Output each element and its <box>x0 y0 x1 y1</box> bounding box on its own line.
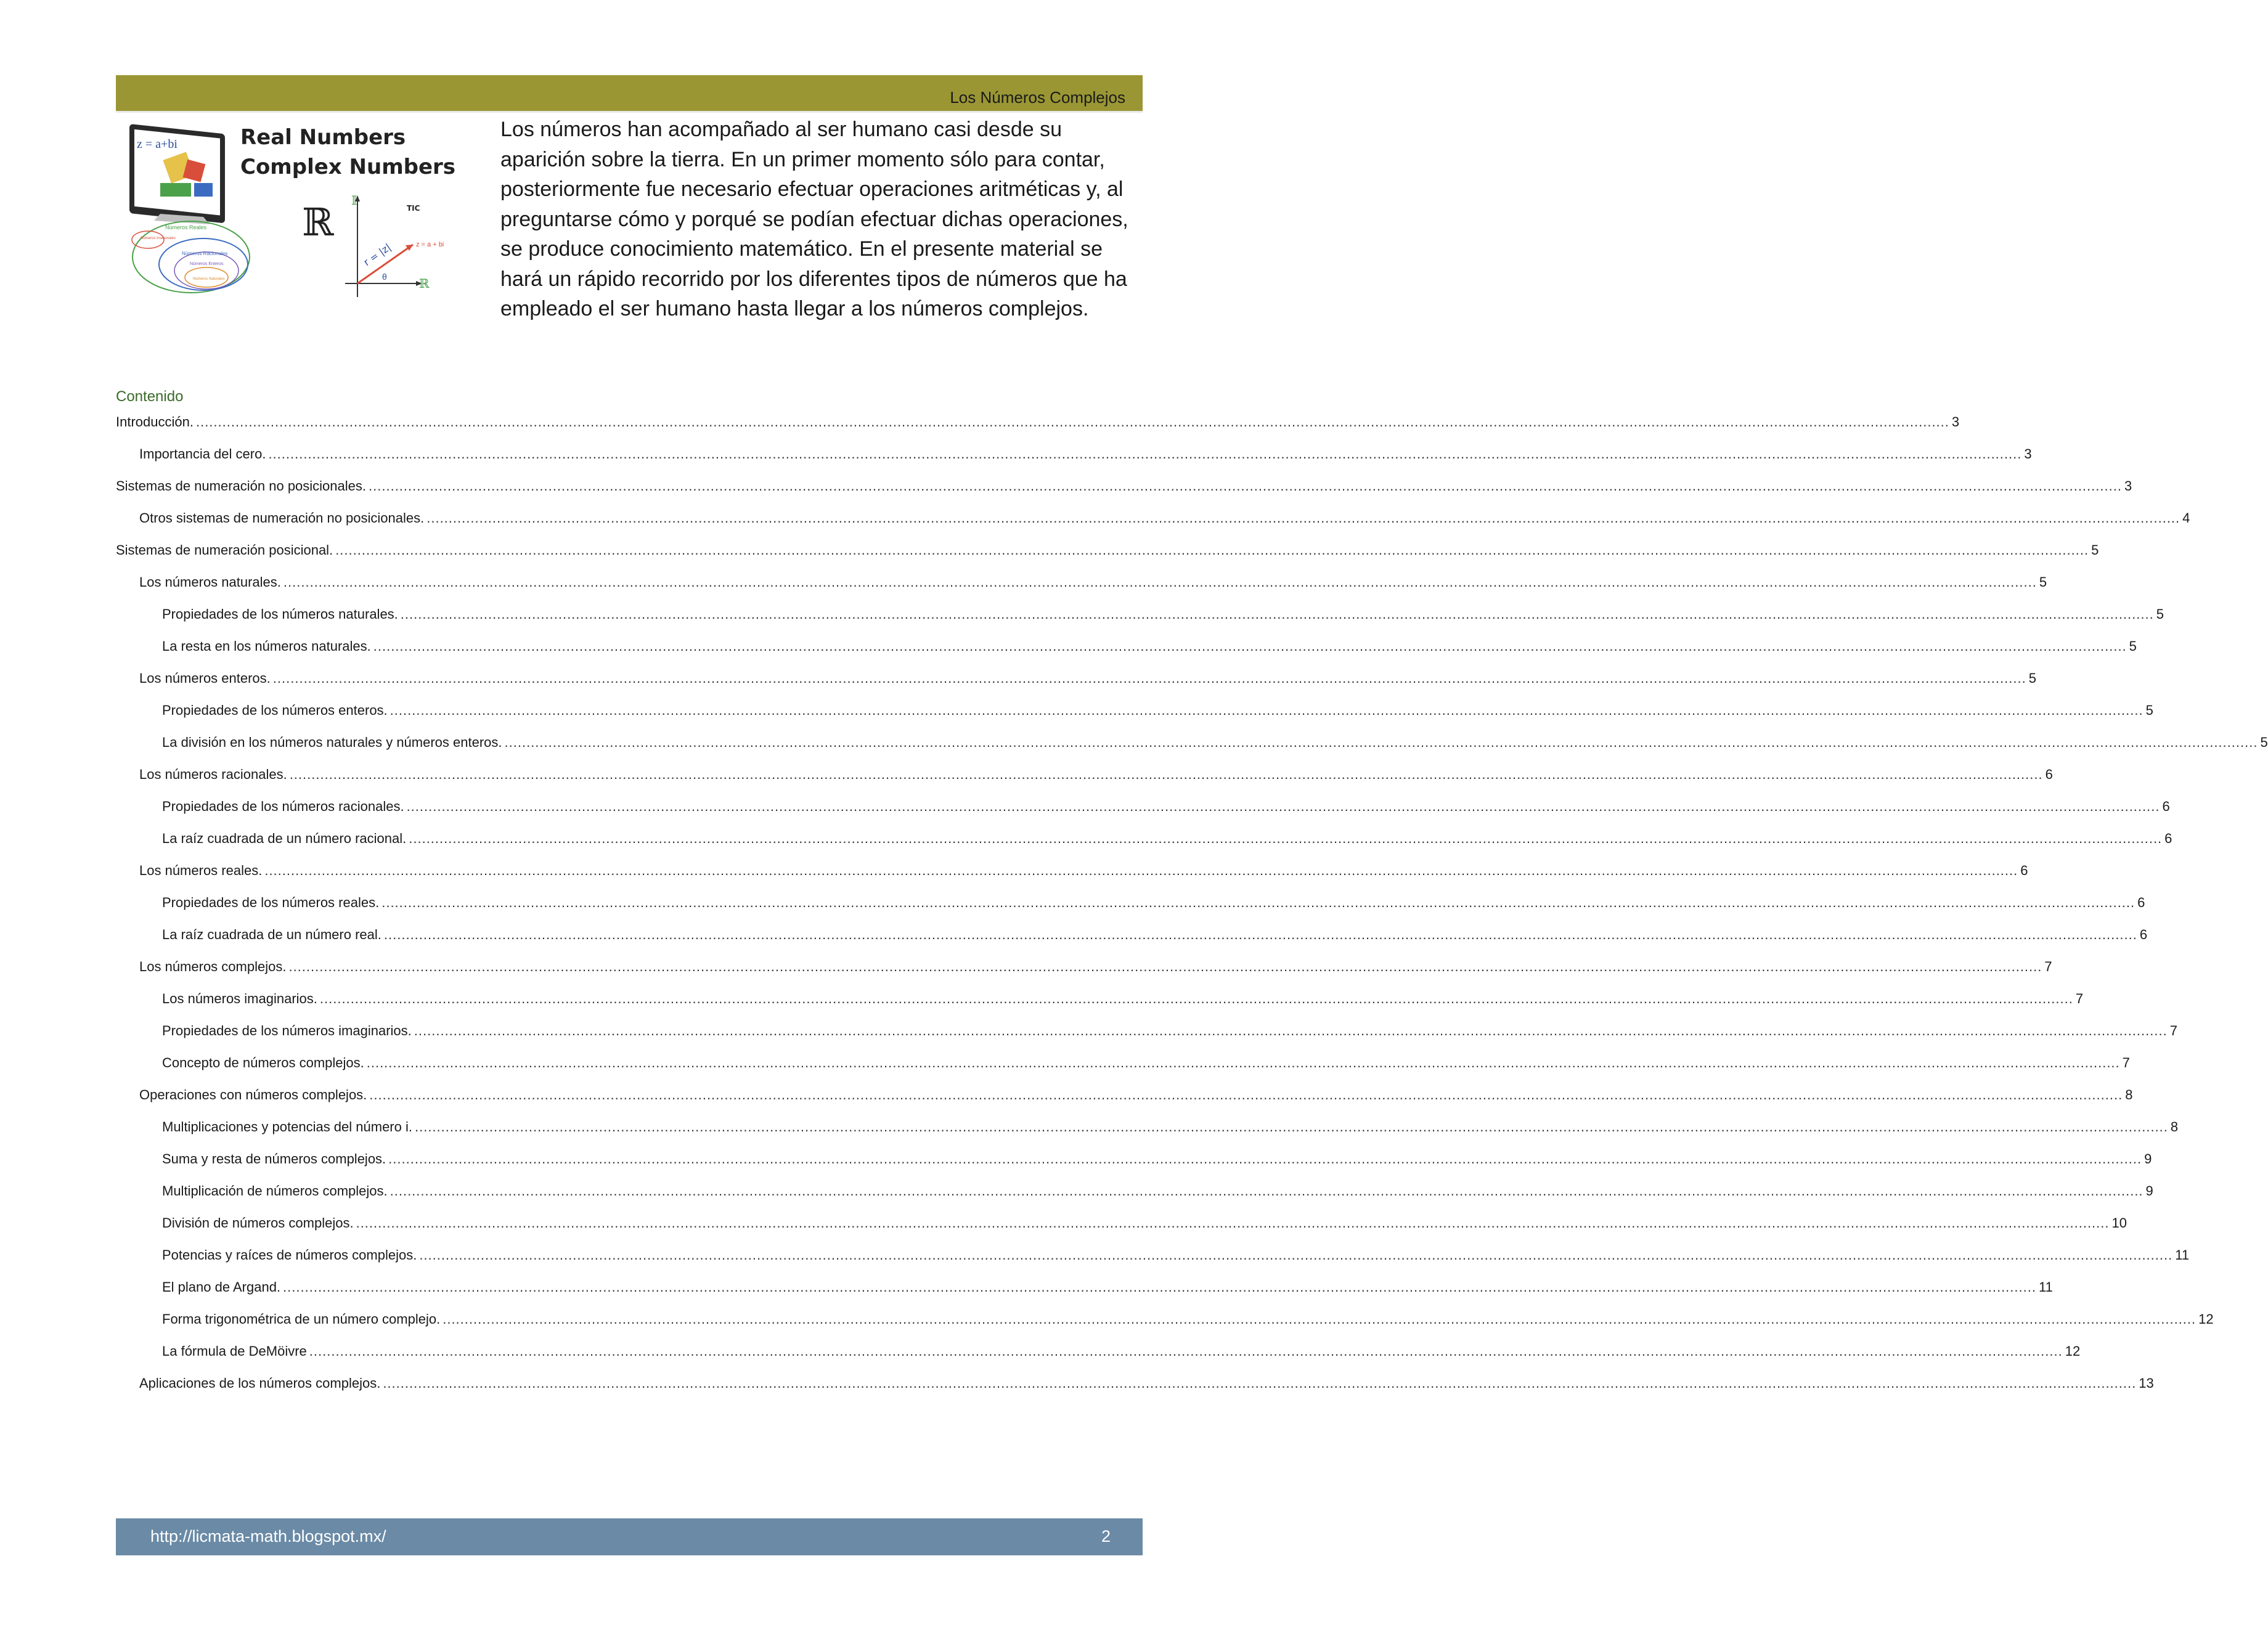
page-number: 2 <box>1101 1527 1111 1545</box>
toc-entry-label: Sistemas de numeración posicional. <box>116 542 333 558</box>
toc-entry-page: 4 <box>2182 510 2190 526</box>
toc-entry[interactable] <box>116 1135 2152 1167</box>
toc-entry-page: 5 <box>2039 574 2047 590</box>
toc-entry-label: Potencias y raíces de números complejos. <box>162 1247 417 1263</box>
toc-entry-label: Los números complejos. <box>139 959 287 974</box>
toc-entry-label: La fórmula de DeMöivre <box>162 1343 307 1359</box>
toc-entry-label: Otros sistemas de numeración no posicionales. <box>139 510 425 526</box>
header-divider <box>116 111 1143 113</box>
toc-entry-label: Multiplicaciones y potencias del número i. <box>162 1119 412 1134</box>
toc-leader-dots: ................................................................................................................................................................................................................................................................................................................................................................................................................ <box>390 702 2144 718</box>
toc-leader-dots: ................................................................................................................................................................................................................................................................................................................................................................................................................ <box>400 606 2154 622</box>
number-sets-illustration <box>123 118 468 303</box>
toc-entry-label: Importancia del cero. <box>139 446 266 462</box>
toc-entry-label: Multiplicación de números complejos. <box>162 1183 388 1199</box>
toc-entry-page: 7 <box>2169 1023 2177 1038</box>
toc-leader-dots: ................................................................................................................................................................................................................................................................................................................................................................................................................ <box>309 1343 2063 1359</box>
toc-entry-label: Propiedades de los números racionales. <box>162 799 404 814</box>
toc-entry-label: Aplicaciones de los números complejos. <box>139 1375 381 1391</box>
toc-entry[interactable] <box>116 686 2153 719</box>
toc-entry-page: 9 <box>2144 1151 2152 1167</box>
toc-entry-page: 8 <box>2170 1119 2179 1134</box>
toc-entry[interactable] <box>116 1007 2177 1039</box>
vector-label: r = |z| <box>361 241 393 269</box>
toc-entry-page: 9 <box>2145 1183 2153 1199</box>
toc-leader-dots: ................................................................................................................................................................................................................................................................................................................................................................................................................ <box>366 1055 2120 1070</box>
set-label-reals: Números Reales <box>165 224 207 230</box>
toc-entry[interactable] <box>116 847 2028 879</box>
toc-entry-page: 11 <box>2175 1247 2190 1263</box>
toc-entry[interactable] <box>116 815 2172 847</box>
imag-axis-symbol: 𝕀 <box>351 193 357 208</box>
toc-list <box>116 409 2268 1391</box>
toc-leader-dots: ................................................................................................................................................................................................................................................................................................................................................................................................................ <box>383 927 2137 942</box>
toc-entry[interactable] <box>116 1231 2190 1263</box>
toc-leader-dots: ................................................................................................................................................................................................................................................................................................................................................................................................................ <box>414 1023 2168 1038</box>
toc-leader-dots: ................................................................................................................................................................................................................................................................................................................................................................................................................ <box>369 478 2122 494</box>
monitor-icon <box>129 124 225 224</box>
toc-entry-page: 12 <box>2198 1311 2214 1327</box>
toc-entry-page: 5 <box>2129 638 2137 654</box>
real-axis-symbol: ℝ <box>419 276 430 291</box>
toc-entry[interactable] <box>116 1199 2127 1231</box>
toc-entry-label: La raíz cuadrada de un número real. <box>162 927 381 942</box>
toc-entry-label: Sistemas de numeración no posicionales. <box>116 478 367 494</box>
toc-entry-label: Propiedades de los números naturales. <box>162 606 398 622</box>
toc-entry[interactable] <box>116 462 2132 494</box>
toc-entry-label: Propiedades de los números imaginarios. <box>162 1023 412 1038</box>
toc-leader-dots: ................................................................................................................................................................................................................................................................................................................................................................................................................ <box>388 1151 2142 1167</box>
toc-entry-page: 5 <box>2028 670 2036 686</box>
toc-entry-page: 11 <box>2038 1279 2053 1295</box>
toc-entry-label: Concepto de números complejos. <box>162 1055 364 1070</box>
toc-leader-dots: ................................................................................................................................................................................................................................................................................................................................................................................................................ <box>504 735 2258 750</box>
toc-entry-label: La raíz cuadrada de un número racional. <box>162 831 407 846</box>
toc-leader-dots: ................................................................................................................................................................................................................................................................................................................................................................................................................ <box>390 1183 2144 1199</box>
number-sets-diagram <box>132 221 250 293</box>
set-label-rationals: Números Racionales <box>182 251 228 256</box>
toc-entry-label: Introducción. <box>116 414 194 430</box>
toc-leader-dots: ................................................................................................................................................................................................................................................................................................................................................................................................................ <box>283 1279 2036 1295</box>
footer-band <box>116 1518 1143 1555</box>
toc-leader-dots: ................................................................................................................................................................................................................................................................................................................................................................................................................ <box>289 767 2043 782</box>
toc-entry-label: División de números complejos. <box>162 1215 354 1231</box>
toc-entry-page: 7 <box>2044 959 2052 974</box>
toc-entry-page: 7 <box>2075 991 2084 1006</box>
toc-entry[interactable] <box>116 911 2148 943</box>
tic-label: TIC <box>407 204 420 213</box>
toc-entry-page: 5 <box>2156 606 2164 622</box>
toc-entry[interactable] <box>116 622 2137 654</box>
toc-leader-dots: ................................................................................................................................................................................................................................................................................................................................................................................................................ <box>381 895 2135 910</box>
toc-leader-dots: ................................................................................................................................................................................................................................................................................................................................................................................................................ <box>319 991 2073 1006</box>
toc-leader-dots: ................................................................................................................................................................................................................................................................................................................................................................................................................ <box>335 542 2089 558</box>
toc-leader-dots: ................................................................................................................................................................................................................................................................................................................................................................................................................ <box>414 1119 2168 1134</box>
hero-heading-line1: Real Numbers <box>240 125 406 150</box>
toc-heading: Contenido <box>116 388 184 405</box>
toc-entry[interactable] <box>116 558 2047 590</box>
set-label-integers: Números Enteros <box>190 262 224 266</box>
argand-plane-diagram <box>345 193 444 297</box>
toc-leader-dots: ................................................................................................................................................................................................................................................................................................................................................................................................................ <box>373 638 2127 654</box>
toc-entry[interactable] <box>116 1327 2081 1359</box>
toc-entry-page: 10 <box>2111 1215 2127 1231</box>
toc-entry-label: Los números racionales. <box>139 767 287 782</box>
toc-leader-dots: ................................................................................................................................................................................................................................................................................................................................................................................................................ <box>409 831 2163 846</box>
toc-entry-page: 7 <box>2122 1055 2130 1070</box>
toc-entry[interactable] <box>116 409 1960 430</box>
toc-entry[interactable] <box>116 1103 2179 1135</box>
toc-leader-dots: ................................................................................................................................................................................................................................................................................................................................................................................................................ <box>272 670 2026 686</box>
table-of-contents <box>116 388 2268 1391</box>
toc-entry-page: 5 <box>2145 702 2153 718</box>
toc-entry[interactable] <box>116 1359 2154 1391</box>
set-label-irrationals: Números Irracionales <box>141 237 176 240</box>
toc-entry-label: Propiedades de los números reales. <box>162 895 380 910</box>
toc-entry-page: 12 <box>2065 1343 2081 1359</box>
toc-entry[interactable] <box>116 943 2052 975</box>
toc-leader-dots: ................................................................................................................................................................................................................................................................................................................................................................................................................ <box>268 446 2022 462</box>
toc-leader-dots: ................................................................................................................................................................................................................................................................................................................................................................................................................ <box>419 1247 2173 1263</box>
angle-label: θ <box>382 272 387 282</box>
toc-entry-label: La división en los números naturales y números enteros. <box>162 735 502 750</box>
toc-entry-label: El plano de Argand. <box>162 1279 281 1295</box>
toc-entry[interactable] <box>116 1071 2133 1103</box>
toc-entry-label: Propiedades de los números enteros. <box>162 702 388 718</box>
toc-entry-page: 5 <box>2260 735 2268 750</box>
hero-illustration <box>123 118 468 303</box>
toc-leader-dots: ................................................................................................................................................................................................................................................................................................................................................................................................................ <box>288 959 2042 974</box>
toc-entry-page: 3 <box>2024 446 2032 462</box>
toc-entry[interactable] <box>116 783 2170 815</box>
intro-paragraph: Los números han acompañado al ser humano casi desde su aparición sobre la tierra. En un primer momento sólo para contar, posteriormente fue necesario efectuar operaciones aritméticas y, al preguntarse cómo y porqué se podían efectuar dichas operaciones, se produce conocimiento matemático. En el presente material se hará un rápido recorrido por los diferentes tipos de números que ha empleado el ser humano hasta llegar a los números complejos. <box>500 118 1128 320</box>
toc-entry-page: 6 <box>2139 927 2148 942</box>
toc-entry[interactable] <box>116 1263 2053 1295</box>
monitor-formula: z = a+bi <box>137 137 177 151</box>
toc-leader-dots: ................................................................................................................................................................................................................................................................................................................................................................................................................ <box>356 1215 2110 1231</box>
toc-entry[interactable] <box>116 1039 2130 1071</box>
toc-leader-dots: ................................................................................................................................................................................................................................................................................................................................................................................................................ <box>426 510 2180 526</box>
toc-entry-page: 8 <box>2125 1087 2133 1102</box>
toc-entry[interactable] <box>116 1167 2153 1199</box>
toc-entry-page: 6 <box>2137 895 2145 910</box>
toc-entry-label: Los números imaginarios. <box>162 991 317 1006</box>
toc-entry-page: 6 <box>2162 799 2170 814</box>
toc-leader-dots: ................................................................................................................................................................................................................................................................................................................................................................................................................ <box>383 1375 2137 1391</box>
toc-entry-label: Forma trigonométrica de un número complejo. <box>162 1311 441 1327</box>
toc-leader-dots: ................................................................................................................................................................................................................................................................................................................................................................................................................ <box>443 1311 2197 1327</box>
toc-entry[interactable] <box>116 719 2268 751</box>
reals-symbol: ℝ <box>302 200 334 245</box>
header-title: Los Números Complejos <box>950 88 1125 107</box>
toc-leader-dots: ................................................................................................................................................................................................................................................................................................................................................................................................................ <box>406 799 2160 814</box>
toc-entry-page: 6 <box>2164 831 2172 846</box>
toc-entry-label: Operaciones con números complejos. <box>139 1087 367 1102</box>
toc-entry[interactable] <box>116 879 2145 911</box>
toc-entry[interactable] <box>116 975 2084 1007</box>
toc-leader-dots: ................................................................................................................................................................................................................................................................................................................................................................................................................ <box>369 1087 2123 1102</box>
toc-entry[interactable] <box>116 751 2053 783</box>
point-label: z = a + bi <box>416 241 444 248</box>
set-label-naturals: Números Naturales <box>193 277 225 281</box>
footer-url[interactable]: http://licmata-math.blogspot.mx/ <box>150 1527 386 1545</box>
toc-entry-label: Los números reales. <box>139 863 263 878</box>
toc-entry-page: 5 <box>2091 542 2099 558</box>
toc-leader-dots: ................................................................................................................................................................................................................................................................................................................................................................................................................ <box>195 414 1949 430</box>
toc-entry[interactable] <box>116 654 2036 686</box>
header-band <box>116 75 1143 111</box>
toc-leader-dots: ................................................................................................................................................................................................................................................................................................................................................................................................................ <box>264 863 2018 878</box>
toc-entry[interactable] <box>116 1295 2214 1327</box>
toc-entry[interactable] <box>116 590 2164 622</box>
toc-entry-page: 3 <box>1951 414 1960 430</box>
toc-entry-page: 6 <box>2045 767 2053 782</box>
hero-heading-line2: Complex Numbers <box>240 155 456 179</box>
toc-entry-label: La resta en los números naturales. <box>162 638 371 654</box>
toc-entry-page: 6 <box>2020 863 2028 878</box>
toc-leader-dots: ................................................................................................................................................................................................................................................................................................................................................................................................................ <box>283 574 2037 590</box>
toc-entry[interactable] <box>116 494 2190 526</box>
toc-entry-page: 3 <box>2124 478 2132 494</box>
toc-entry[interactable] <box>116 430 2032 462</box>
toc-entry-label: Los números enteros. <box>139 670 271 686</box>
toc-entry-label: Suma y resta de números complejos. <box>162 1151 386 1167</box>
toc-entry-label: Los números naturales. <box>139 574 281 590</box>
toc-entry-page: 13 <box>2139 1375 2154 1391</box>
toc-entry[interactable] <box>116 526 2099 558</box>
